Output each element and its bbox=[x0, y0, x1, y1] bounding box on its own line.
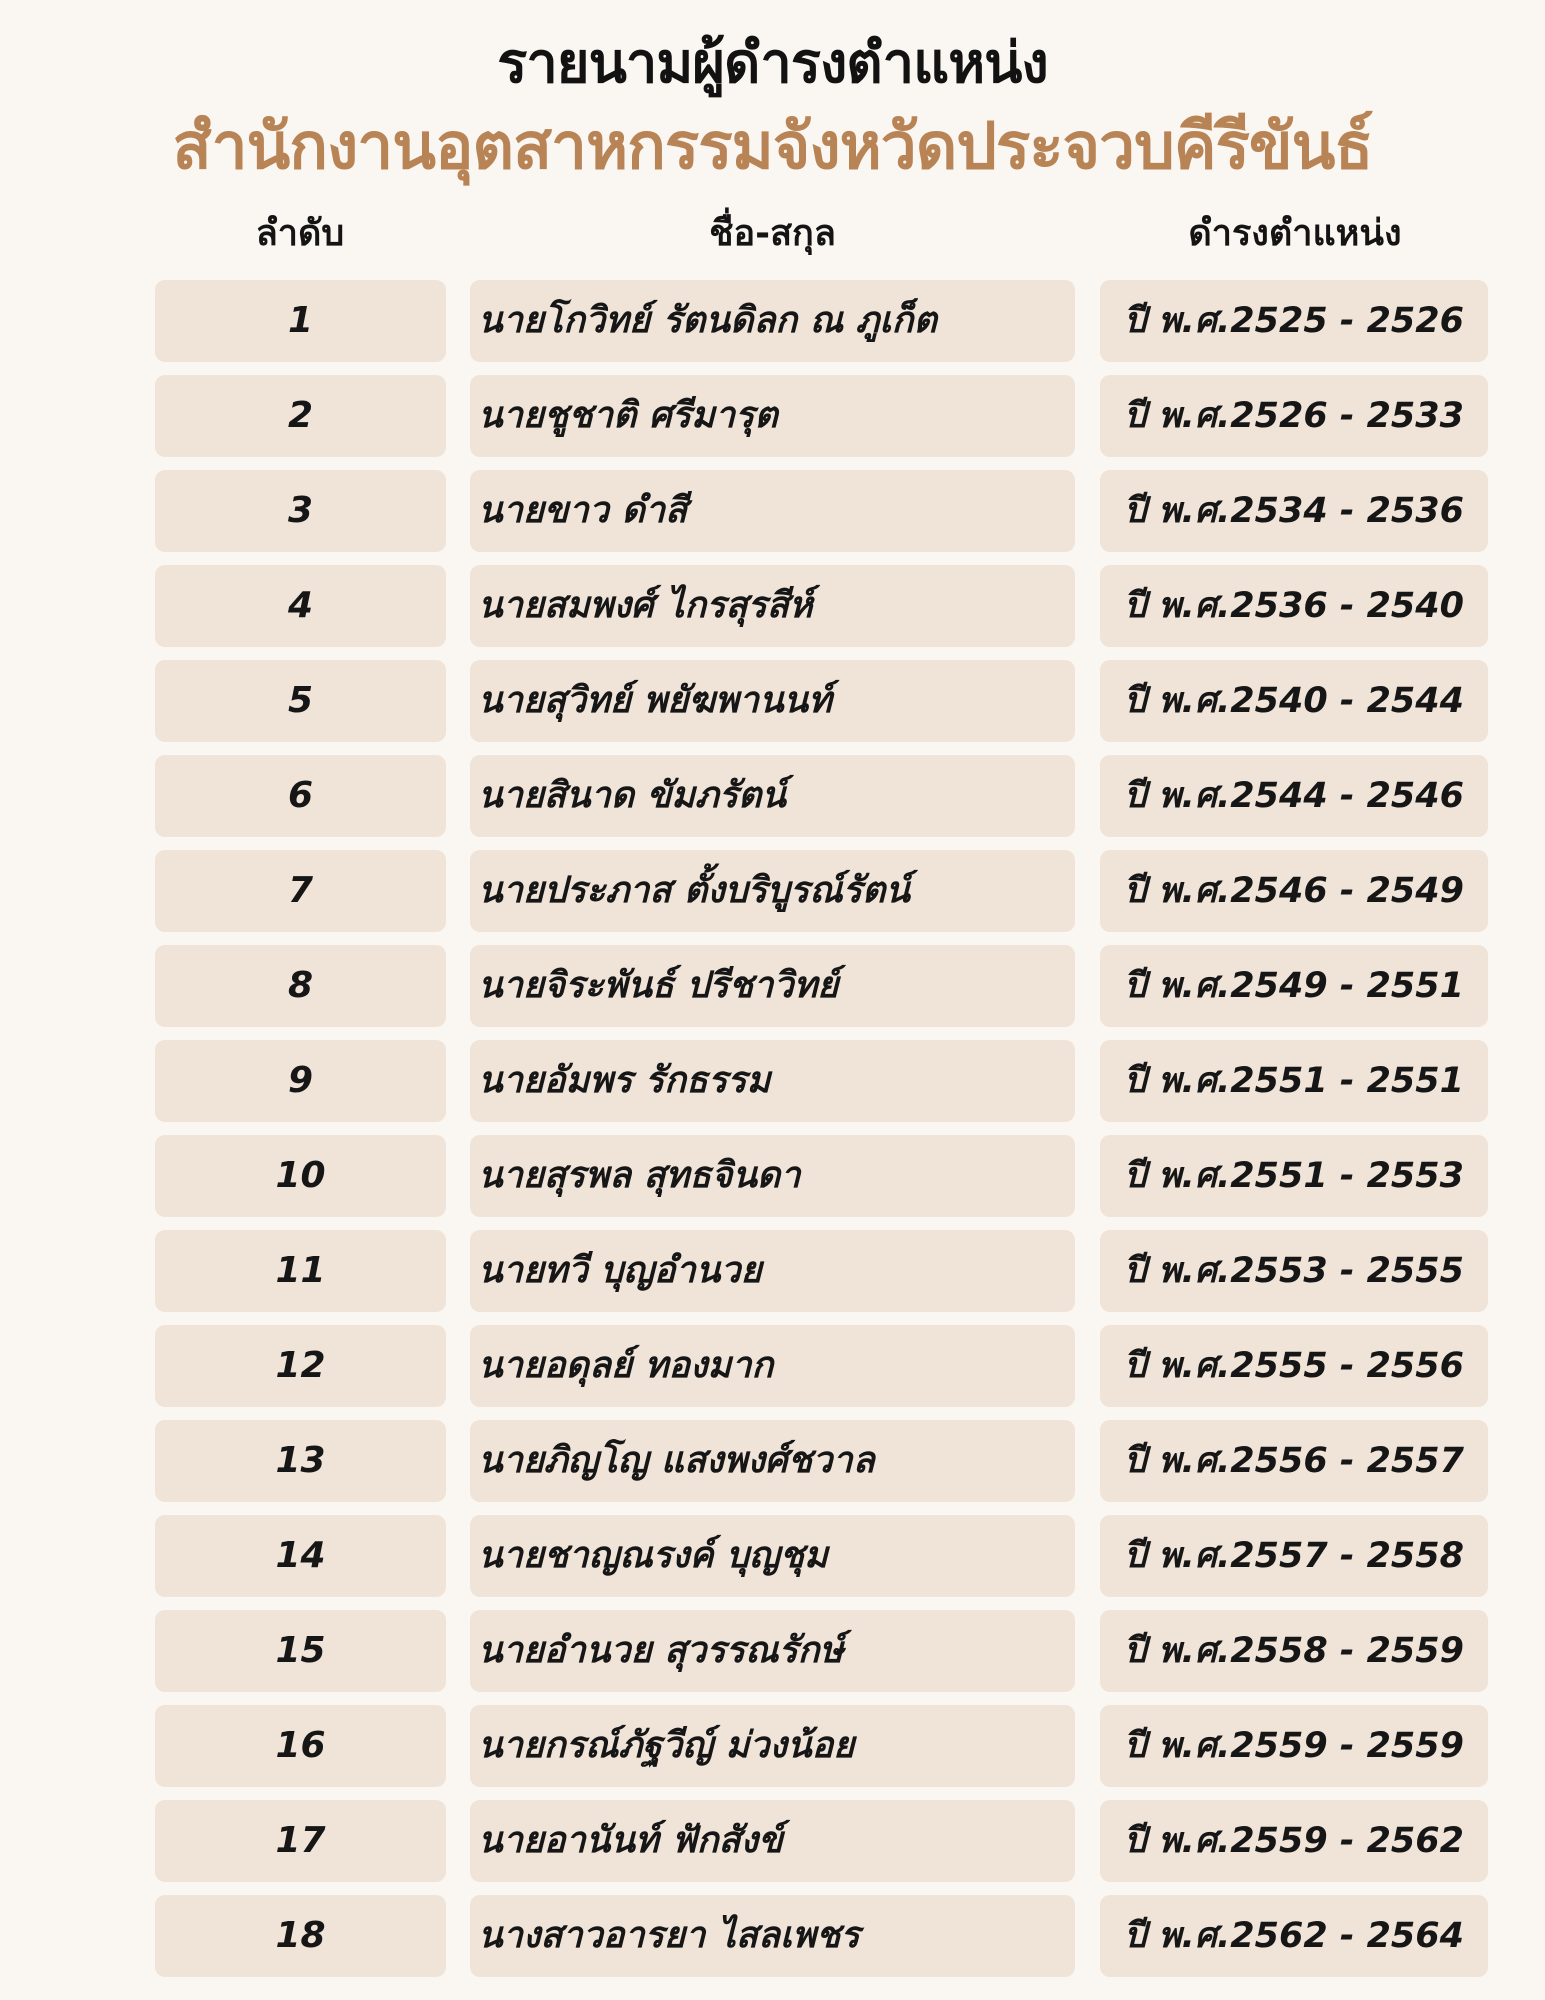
table-row bbox=[0, 1515, 1545, 1597]
term-cell: ปี พ.ศ.2559 - 2562 bbox=[1100, 1800, 1488, 1882]
name-cell: นายสุรพล สุทธจินดา bbox=[470, 1135, 1075, 1217]
name-cell: นายภิญโญ แสงพงศ์ชวาล bbox=[470, 1420, 1075, 1502]
name-cell: นายทวี บุญอำนวย bbox=[470, 1230, 1075, 1312]
term-cell: ปี พ.ศ.2558 - 2559 bbox=[1100, 1610, 1488, 1692]
table-row bbox=[0, 1135, 1545, 1217]
column-header-name: ชื่อ-สกุล bbox=[709, 213, 836, 254]
name-cell: นายชาญณรงค์ บุญชุม bbox=[470, 1515, 1075, 1597]
table-row bbox=[0, 1420, 1545, 1502]
order-cell: 18 bbox=[155, 1895, 446, 1977]
term-cell: ปี พ.ศ.2536 - 2540 bbox=[1100, 565, 1488, 647]
name-cell: นางสาวอารยา ไสลเพชร bbox=[470, 1895, 1075, 1977]
table-row bbox=[0, 945, 1545, 1027]
name-cell: นายประภาส ตั้งบริบูรณ์รัตน์ bbox=[470, 850, 1075, 932]
order-cell: 16 bbox=[155, 1705, 446, 1787]
table-row bbox=[0, 375, 1545, 457]
name-cell: นายกรณ์ภัฐวีญ์ ม่วงน้อย bbox=[470, 1705, 1075, 1787]
order-cell: 1 bbox=[155, 280, 446, 362]
table-row bbox=[0, 1800, 1545, 1882]
term-cell: ปี พ.ศ.2540 - 2544 bbox=[1100, 660, 1488, 742]
name-cell: นายอัมพร รักธรรม bbox=[470, 1040, 1075, 1122]
term-cell: ปี พ.ศ.2557 - 2558 bbox=[1100, 1515, 1488, 1597]
table-row bbox=[0, 1610, 1545, 1692]
term-cell: ปี พ.ศ.2526 - 2533 bbox=[1100, 375, 1488, 457]
name-cell: นายอดุลย์ ทองมาก bbox=[470, 1325, 1075, 1407]
order-cell: 4 bbox=[155, 565, 446, 647]
term-cell: ปี พ.ศ.2525 - 2526 bbox=[1100, 280, 1488, 362]
order-cell: 3 bbox=[155, 470, 446, 552]
name-cell: นายสมพงศ์ ไกรสุรสีห์ bbox=[470, 565, 1075, 647]
name-cell: นายขาว ดำสี bbox=[470, 470, 1075, 552]
term-cell: ปี พ.ศ.2551 - 2551 bbox=[1100, 1040, 1488, 1122]
table-row bbox=[0, 850, 1545, 932]
order-cell: 11 bbox=[155, 1230, 446, 1312]
order-cell: 10 bbox=[155, 1135, 446, 1217]
term-cell: ปี พ.ศ.2549 - 2551 bbox=[1100, 945, 1488, 1027]
order-cell: 17 bbox=[155, 1800, 446, 1882]
order-cell: 12 bbox=[155, 1325, 446, 1407]
name-cell: นายอานันท์ ฟักสังข์ bbox=[470, 1800, 1075, 1882]
term-cell: ปี พ.ศ.2562 - 2564 bbox=[1100, 1895, 1488, 1977]
column-header-order: ลำดับ bbox=[255, 213, 345, 254]
order-cell: 8 bbox=[155, 945, 446, 1027]
column-header-term: ดำรงตำแหน่ง bbox=[1188, 213, 1402, 254]
table-row bbox=[0, 1230, 1545, 1312]
order-cell: 14 bbox=[155, 1515, 446, 1597]
order-cell: 5 bbox=[155, 660, 446, 742]
order-cell: 6 bbox=[155, 755, 446, 837]
term-cell: ปี พ.ศ.2555 - 2556 bbox=[1100, 1325, 1488, 1407]
name-cell: นายจิระพันธ์ ปรีชาวิทย์ bbox=[470, 945, 1075, 1027]
term-cell: ปี พ.ศ.2544 - 2546 bbox=[1100, 755, 1488, 837]
name-cell: นายโกวิทย์ รัตนดิลก ณ ภูเก็ต bbox=[470, 280, 1075, 362]
term-cell: ปี พ.ศ.2556 - 2557 bbox=[1100, 1420, 1488, 1502]
order-cell: 13 bbox=[155, 1420, 446, 1502]
table-row bbox=[0, 1325, 1545, 1407]
term-cell: ปี พ.ศ.2559 - 2559 bbox=[1100, 1705, 1488, 1787]
table-row bbox=[0, 1705, 1545, 1787]
name-cell: นายอำนวย สุวรรณรักษ์ bbox=[470, 1610, 1075, 1692]
table-row bbox=[0, 660, 1545, 742]
name-cell: นายสุวิทย์ พยัฆพานนท์ bbox=[470, 660, 1075, 742]
table-row bbox=[0, 565, 1545, 647]
table-row bbox=[0, 755, 1545, 837]
page-title: รายนามผู้ดำรงตำแหน่ง bbox=[497, 31, 1048, 96]
term-cell: ปี พ.ศ.2534 - 2536 bbox=[1100, 470, 1488, 552]
term-cell: ปี พ.ศ.2546 - 2549 bbox=[1100, 850, 1488, 932]
holders-table bbox=[0, 280, 1545, 1990]
page-subtitle: สำนักงานอุตสาหกรรมจังหวัดประจวบคีรีขันธ์ bbox=[172, 110, 1373, 184]
term-cell: ปี พ.ศ.2551 - 2553 bbox=[1100, 1135, 1488, 1217]
table-row bbox=[0, 1040, 1545, 1122]
order-cell: 9 bbox=[155, 1040, 446, 1122]
order-cell: 7 bbox=[155, 850, 446, 932]
order-cell: 2 bbox=[155, 375, 446, 457]
term-cell: ปี พ.ศ.2553 - 2555 bbox=[1100, 1230, 1488, 1312]
table-row bbox=[0, 1895, 1545, 1977]
name-cell: นายสินาด ขัมภรัตน์ bbox=[470, 755, 1075, 837]
table-row bbox=[0, 280, 1545, 362]
name-cell: นายชูชาติ ศรีมารุต bbox=[470, 375, 1075, 457]
order-cell: 15 bbox=[155, 1610, 446, 1692]
table-row bbox=[0, 470, 1545, 552]
